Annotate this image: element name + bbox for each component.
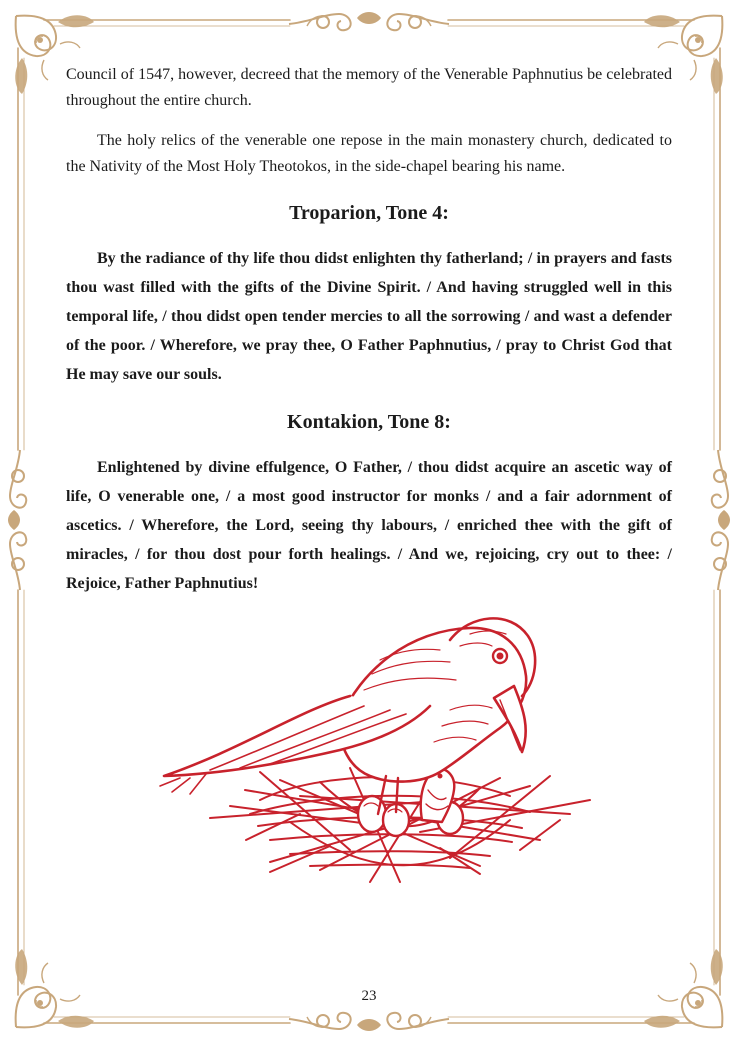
troparion-text: By the radiance of thy life thou didst enlighten thy fatherland; / in prayers and fasts thou wast filled with the gifts of the Divine Spirit. / And having struggled well in this temporal life, / thou didst open tender mercies to all the sorrowing / and wast a defender of the poor. / Wherefore, we pray thee, O Father Paphnutius, / pray to Christ God that He may save our souls. [66, 250, 672, 383]
page-number: 23 [361, 988, 377, 1004]
kontakion-text: Enlightened by divine effulgence, O Father, / thou didst acquire an ascetic way of life, O venerable one, / a most good instructor for monks / and a fair adornment of ascetics. / Wherefore, the Lord, seeing thy labours, / enriched thee with the gift of miracles, / for thou dost pour forth healings. / And we, rejoicing, cry out to thee: / Rejoice, Father Paphnutius! [66, 459, 672, 592]
main-text [66, 62, 672, 598]
paragraph-relics: The holy relics of the venerable one repose in the main monastery church, dedicated to the Nativity of the Most Holy Theotokos, in the side-chapel bearing his name. [66, 132, 672, 175]
troparion-heading: Troparion, Tone 4: [289, 202, 449, 224]
bird-nest-illustration [150, 600, 610, 930]
paragraph-council: Council of 1547, however, decreed that the memory of the Venerable Paphnutius be celebrated throughout the entire church. [66, 66, 672, 109]
kontakion-heading: Kontakion, Tone 8: [287, 411, 451, 433]
